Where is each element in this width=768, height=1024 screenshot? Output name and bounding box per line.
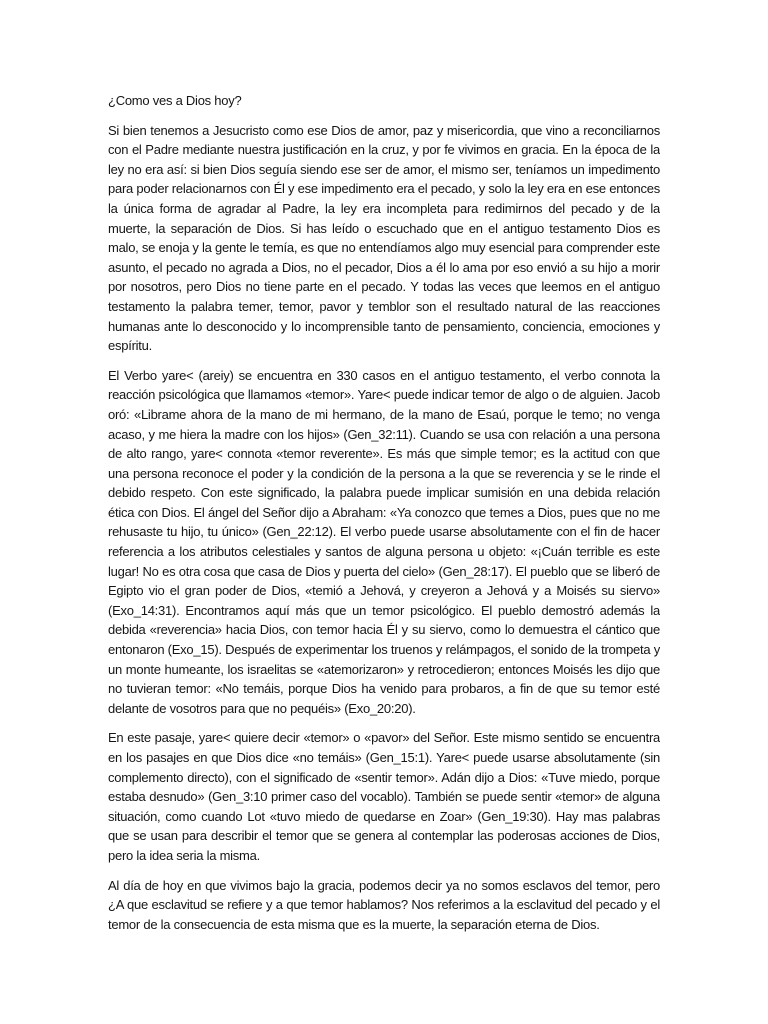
paragraph-2: El Verbo yare< (areiy) se encuentra en 330 casos en el antiguo testamento, el verbo connota la reacción psicológica que llamamos «temor». Yare< puede indicar temor de algo o de alguien. Jacob oró: «Librame ahora de la mano de mi hermano, de la mano de Esaú, porque le temo; no venga acaso, y me hiera la madre con los hijos» (Gen_32:11). Cuando se usa con relación a una persona de alto rango, yare< connota «temor reverente». Es más que simple temor; es la actitud con que una persona reconoce el poder y la condición de la persona a la que se reverencia y se le rinde el debido respeto. Con este significado, la palabra puede implicar sumisión en una debida relación ética con Dios. El ángel del Señor dijo a Abraham: «Ya conozco que temes a Dios, pues que no me rehusaste tu hijo, tu único» (Gen_22:12). El verbo puede usarse absolutamente con el fin de hacer referencia a los atributos celestiales y santos de alguna persona u objeto: «¡Cuán terrible es este lugar! No es otra cosa que casa de Dios y puerta del cielo» (Gen_28:17). El pueblo que se liberó de Egipto vio el gran poder de Dios, «temió a Jehová, y creyeron a Jehová y a Moisés su siervo» (Exo_14:31). Encontramos aquí más que un temor psicológico. El pueblo demostró además la debida «reverencia» hacia Dios, con temor hacia Él y su siervo, como lo demuestra el cántico que entonaron (Exo_15). Después de experimentar los truenos y relámpagos, el sonido de la trompeta y un monte humeante, los israelitas se «atemorizaron» y retrocedieron; entonces Moisés les dijo que no tuvieran temor: «No temáis, porque Dios ha venido para probaros, a fin de que su temor esté delante de vosotros para que no pequéis» (Exo_20:20). (108, 367, 660, 716)
paragraph-3: En este pasaje, yare< quiere decir «temor» o «pavor» del Señor. Este mismo sentido se encuentra en los pasajes en que Dios dice «no temáis» (Gen_15:1). Yare< puede usarse absolutamente (sin complemento directo), con el significado de «sentir temor». Adán dijo a Dios: «Tuve miedo, porque estaba desnudo» (Gen_3:10 primer caso del vocablo). También se puede sentir «temor» de alguna situación, como cuando Lot «tuvo miedo de quedarse en Zoar» (Gen_19:30). Hay mas palabras que se usan para describir el temor que se genera al contemplar las poderosas acciones de Dios, pero la idea seria la misma. (108, 730, 660, 863)
document-title: ¿Como ves a Dios hoy? (108, 93, 242, 108)
paragraph-1: Si bien tenemos a Jesucristo como ese Dios de amor, paz y misericordia, que vino a reconciliarnos con el Padre mediante nuestra justificación en la cruz, y por fe vivimos en gracia. En la época de la ley no era así: si bien Dios seguía siendo ese ser de amor, el mismo ser, teníamos un impedimento para poder relacionarnos con Él y ese impedimento era el pecado, y solo la ley era en ese entonces la única forma de agradar al Padre, la ley era incompleta para redimirnos del pecado y de la muerte, la separación de Dios. Si has leído o escuchado que en el antiguo testamento Dios es malo, se enoja y la gente le temía, es que no entendíamos algo muy esencial para comprender este asunto, el pecado no agrada a Dios, no el pecador, Dios a él lo ama por eso envió a su hijo a morir por nosotros, pero Dios no tiene parte en el pecado. Y todas las veces que leemos en el antiguo testamento la palabra temer, temor, pavor y temblor son el resultado natural de las reacciones humanas ante lo desconocido y lo incomprensible tanto de pensamiento, conciencia, emociones y espíritu. (108, 122, 660, 354)
paragraph-4: Al día de hoy en que vivimos bajo la gracia, podemos decir ya no somos esclavos del temor, pero ¿A que esclavitud se refiere y a que temor hablamos? Nos referimos a la esclavitud del pecado y el temor de la consecuencia de esta misma que es la muerte, la separación eterna de Dios. (108, 877, 660, 932)
document-page (108, 91, 660, 1011)
